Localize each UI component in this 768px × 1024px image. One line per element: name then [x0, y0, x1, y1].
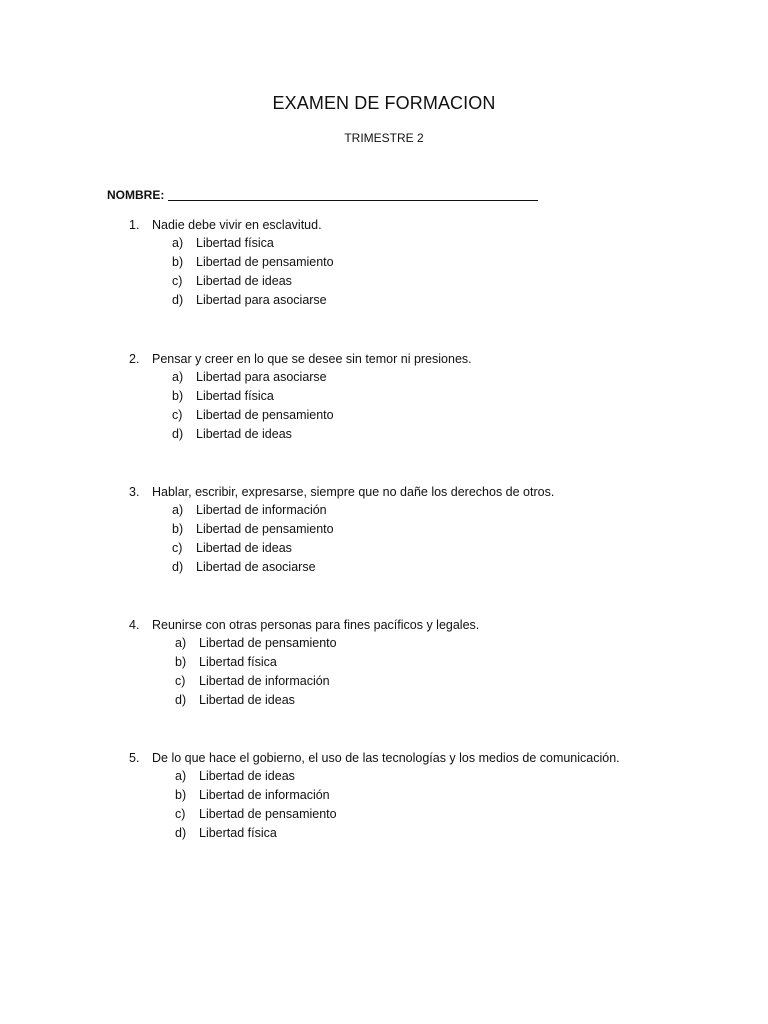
option-letter: a)	[175, 769, 187, 784]
option-item	[172, 501, 554, 520]
option-letter: b)	[175, 655, 187, 670]
question-5	[129, 748, 620, 842]
question-text: Nadie debe vivir en esclavitud.	[152, 217, 322, 232]
option-text: Libertad de pensamiento	[199, 636, 337, 651]
option-item	[172, 234, 334, 253]
option-item	[175, 672, 479, 691]
option-list	[172, 234, 334, 309]
name-field-row	[107, 188, 538, 202]
page-title: EXAMEN DE FORMACION	[272, 93, 496, 113]
option-text: Libertad de información	[196, 503, 327, 518]
option-list	[172, 368, 472, 443]
option-text: Libertad de ideas	[199, 692, 295, 707]
option-list	[172, 501, 554, 576]
option-letter: b)	[175, 788, 187, 803]
option-letter: c)	[175, 673, 186, 688]
option-text: Libertad de información	[199, 673, 330, 688]
option-letter: d)	[175, 825, 187, 840]
option-item	[172, 253, 334, 272]
question-number: 3.	[129, 484, 140, 499]
option-item	[175, 786, 620, 805]
option-item	[172, 387, 472, 406]
option-letter: d)	[172, 292, 184, 307]
option-text: Libertad de asociarse	[196, 559, 316, 574]
option-item	[175, 634, 479, 653]
question-3	[129, 482, 554, 576]
option-letter: b)	[172, 522, 184, 537]
option-letter: c)	[172, 540, 183, 555]
option-letter: a)	[172, 503, 184, 518]
option-text: Libertad de pensamiento	[196, 255, 334, 270]
option-text: Libertad física	[196, 236, 274, 251]
option-item	[175, 653, 479, 672]
option-letter: c)	[172, 273, 183, 288]
question-text: Reunirse con otras personas para fines pacíficos y legales.	[152, 617, 480, 632]
option-item	[175, 805, 620, 824]
question-number: 2.	[129, 351, 140, 366]
option-text: Libertad para asociarse	[196, 292, 327, 307]
option-letter: c)	[175, 806, 186, 821]
option-text: Libertad física	[199, 655, 277, 670]
name-label: NOMBRE:	[107, 188, 165, 202]
option-letter: a)	[172, 236, 184, 251]
question-number: 1.	[129, 217, 140, 232]
option-list	[175, 767, 620, 842]
page-subtitle: TRIMESTRE 2	[344, 131, 424, 145]
option-text: Libertad de ideas	[196, 426, 292, 441]
option-letter: d)	[175, 692, 187, 707]
option-text: Libertad de pensamiento	[196, 407, 334, 422]
option-text: Libertad de ideas	[196, 273, 292, 288]
option-letter: d)	[172, 426, 184, 441]
option-letter: b)	[172, 389, 184, 404]
option-text: Libertad de pensamiento	[196, 522, 334, 537]
option-text: Libertad de información	[199, 788, 330, 803]
option-text: Libertad física	[196, 389, 274, 404]
question-4	[129, 615, 479, 709]
option-text: Libertad de pensamiento	[199, 806, 337, 821]
option-text: Libertad de ideas	[196, 540, 292, 555]
option-item	[172, 272, 334, 291]
option-item	[172, 520, 554, 539]
option-letter: a)	[175, 636, 187, 651]
question-2	[129, 349, 472, 443]
option-letter: b)	[172, 255, 184, 270]
option-letter: c)	[172, 407, 183, 422]
question-number: 5.	[129, 750, 140, 765]
option-letter: a)	[172, 370, 184, 385]
option-list	[175, 634, 479, 709]
option-item	[172, 290, 334, 309]
question-text: Hablar, escribir, expresarse, siempre que no dañe los derechos de otros.	[152, 484, 555, 499]
option-text: Libertad para asociarse	[196, 370, 327, 385]
option-item	[172, 539, 554, 558]
option-item	[172, 557, 554, 576]
option-text: Libertad física	[199, 825, 277, 840]
option-text: Libertad de ideas	[199, 769, 295, 784]
question-text: De lo que hace el gobierno, el uso de las tecnologías y los medios de comunicación.	[152, 750, 620, 765]
question-1	[129, 215, 334, 309]
option-item	[175, 767, 620, 786]
question-number: 4.	[129, 617, 140, 632]
option-item	[172, 368, 472, 387]
question-text: Pensar y creer en lo que se desee sin temor ni presiones.	[152, 351, 472, 366]
option-item	[175, 823, 620, 842]
option-item	[172, 424, 472, 443]
option-item	[172, 406, 472, 425]
name-blank-line[interactable]	[168, 188, 538, 201]
option-letter: d)	[172, 559, 184, 574]
option-item	[175, 690, 479, 709]
